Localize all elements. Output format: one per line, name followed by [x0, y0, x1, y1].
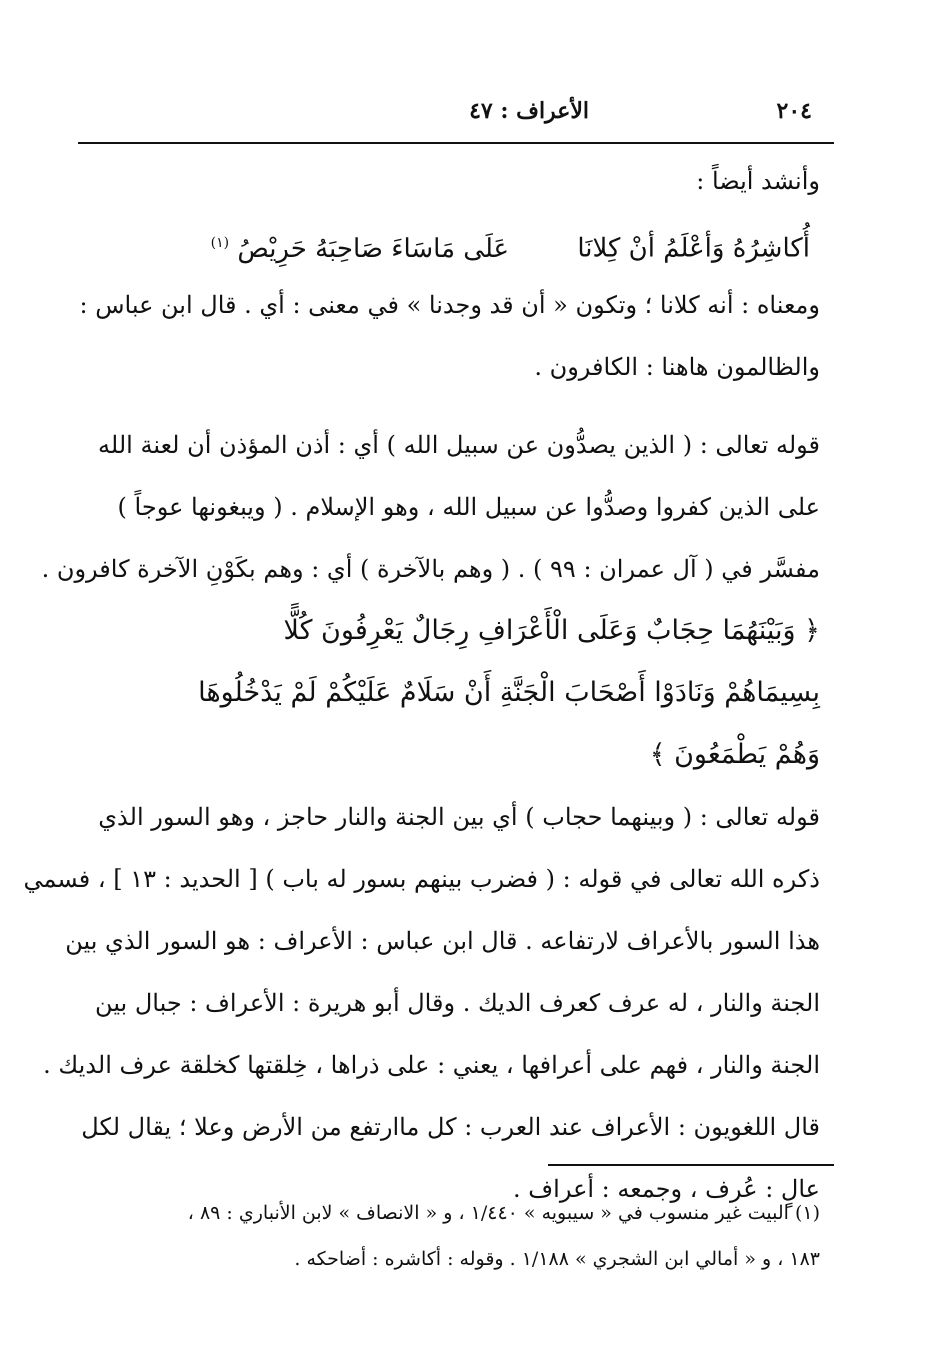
- footnote-line: (١) البيت غير منسوب في « سيبويه » ١/٤٤٠ ، و « الانصاف » لابن الأنباري : ٨٩ ،: [187, 1202, 820, 1224]
- verse-first-hemistich: أُكاشِرُهُ وَأعْلَمُ أنْ كِلانَا: [577, 233, 810, 264]
- quran-verse-line: ﴿ وَبَيْنَهُمَا حِجَابٌ وَعَلَى الْأَعْرَافِ رِجَالٌ يَعْرِفُونَ كُلًّا: [283, 615, 820, 646]
- text-line: والظالمون هاهنا : الكافرون .: [534, 353, 820, 381]
- text-line: مفسَّر في ( آل عمران : ٩٩ ) . ( وهم بالآخرة ) أي : وهم بكَوْنِ الآخرة كافرون .: [41, 555, 820, 583]
- footnote-marker: (١): [210, 235, 230, 251]
- header-rule: [78, 142, 834, 144]
- footnotes: [78, 1190, 820, 1282]
- text-line: قوله تعالى : ( الذين يصدُّون عن سبيل الله ) أي : أذن المؤذن أن لعنة الله: [98, 431, 820, 459]
- footnote-line: ١٨٣ ، و « أمالي ابن الشجري » ١/١٨٨ . وقوله : أكاشره : أضاحكه .: [294, 1248, 820, 1270]
- text-line: قوله تعالى : ( وبينهما حجاب ) أي بين الجنة والنار حاجز ، وهو السور الذي: [98, 803, 820, 831]
- poetry-verse: [78, 212, 820, 274]
- main-text: [23, 150, 820, 1220]
- text-line: قال اللغويون : الأعراف عند العرب : كل ماارتفع من الأرض وعلا ؛ يقال لكل: [81, 1113, 820, 1141]
- text-line: على الذين كفروا وصدُّوا عن سبيل الله ، وهو الإسلام . ( ويبغونها عوجاً ): [117, 493, 820, 521]
- page-number: ٢٠٤: [776, 98, 812, 124]
- text-line: الجنة والنار ، فهم على أعرافها ، يعني : على ذراها ، خِلقتها كخلقة عرف الديك .: [43, 1051, 820, 1079]
- text-line: ومعناه : أنه كلانا ؛ وتكون « أن قد وجدنا » في معنى : أي . قال ابن عباس :: [79, 291, 820, 319]
- quran-verse-line: بِسِيمَاهُمْ وَنَادَوْا أَصْحَابَ الْجَنَّةِ أَنْ سَلَامٌ عَلَيْكُمْ لَمْ يَدْخُلُوهَا: [198, 677, 820, 708]
- text-line: الجنة والنار ، له عرف كعرف الديك . وقال أبو هريرة : الأعراف : جبال بين: [95, 989, 820, 1017]
- verse-second-hemistich: عَلَى مَاسَاءَ صَاحِبَهُ حَرِيْصُ: [237, 233, 510, 264]
- text-line: عالٍ : عُرف ، وجمعه : أعراف .: [513, 1175, 820, 1203]
- running-title: الأعراف : ٤٧: [469, 98, 589, 124]
- quran-verse-line: وَهُمْ يَطْمَعُونَ ﴾: [649, 739, 820, 770]
- page-header: [78, 92, 834, 132]
- text-line: هذا السور بالأعراف لارتفاعه . قال ابن عباس : الأعراف : هو السور الذي بين: [65, 927, 820, 955]
- text-line: ذكره الله تعالى في قوله : ( فضرب بينهم بسور له باب ) [ الحديد : ١٣ ] ، فسمي: [23, 865, 820, 893]
- footnote-rule: [548, 1164, 834, 1166]
- intro-line: وأنشد أيضاً :: [696, 167, 820, 195]
- paragraph-gap: [78, 398, 820, 414]
